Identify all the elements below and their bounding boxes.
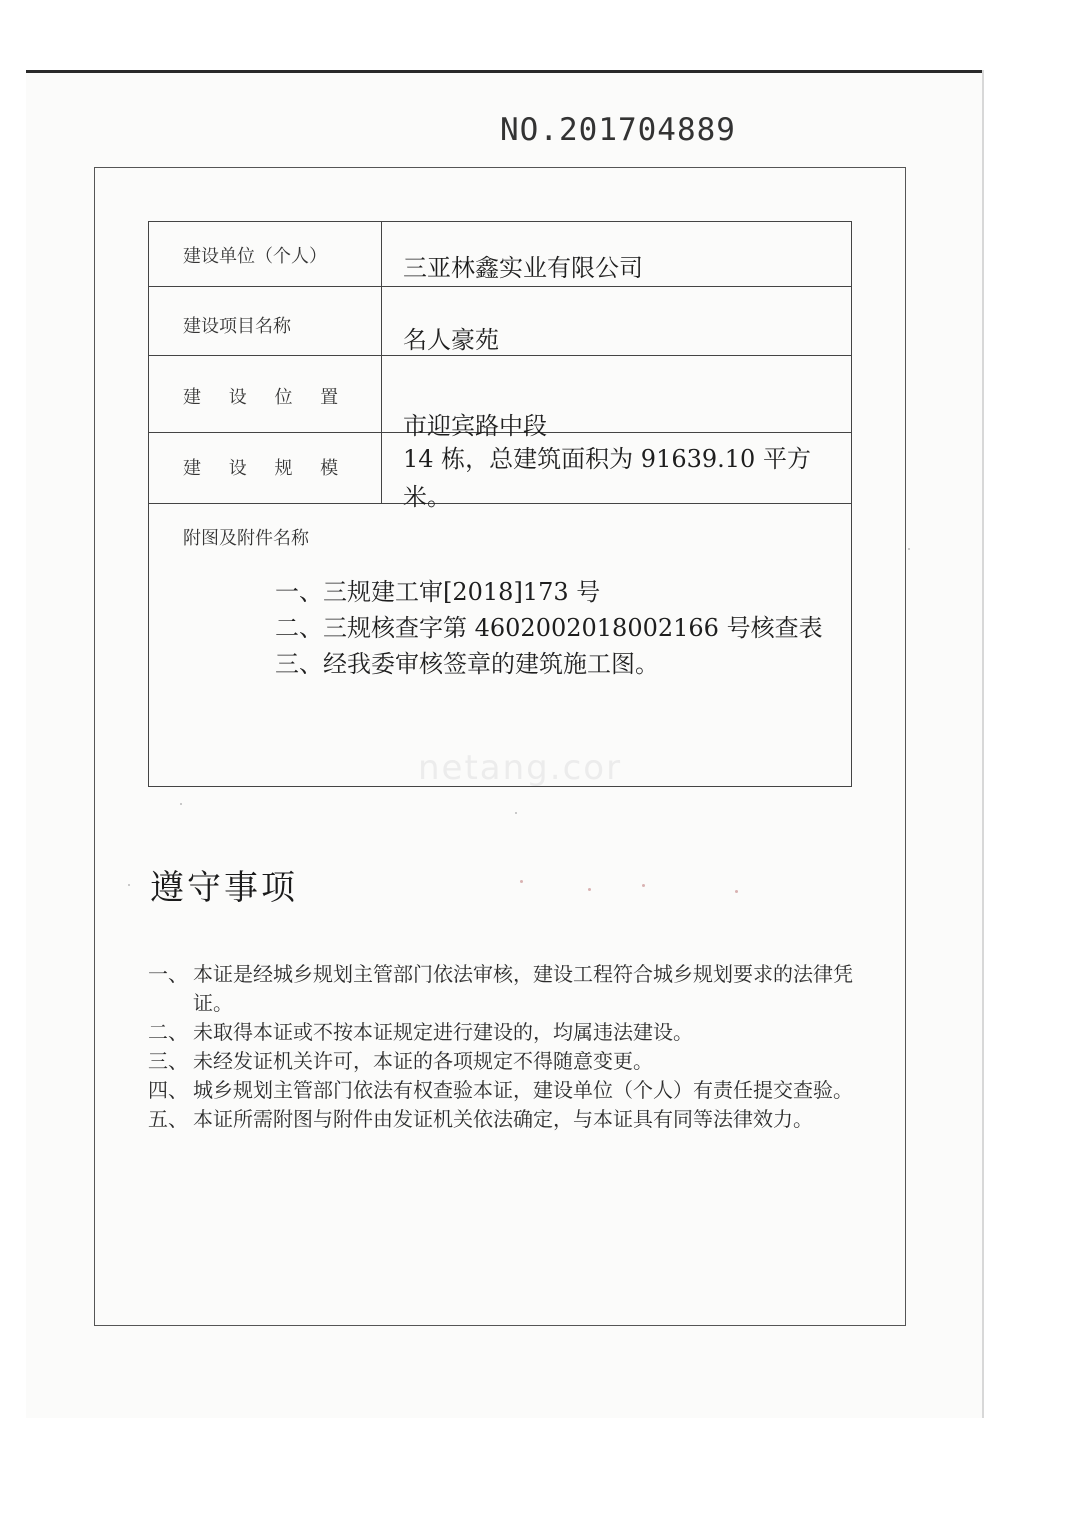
location-label: 建 设 位 置 [183, 387, 350, 408]
rule-item [148, 1018, 860, 1047]
scan-speck [588, 888, 591, 891]
rules-title: 遵守事项 [150, 868, 298, 908]
rules-list [148, 960, 860, 1134]
rule-number: 一、 [148, 962, 188, 986]
project-name-value: 名人豪苑 [403, 326, 499, 354]
scale-label: 建 设 规 模 [183, 458, 350, 479]
rule-item [148, 1105, 860, 1134]
scan-speck [515, 812, 517, 814]
rule-text: 本证所需附图与附件由发证机关依法确定，与本证具有同等法律效力。 [193, 1107, 813, 1131]
certificate-number: NO.201704889 [500, 112, 736, 148]
location-value: 市迎宾路中段 [403, 412, 547, 440]
construction-unit-label: 建设单位（个人） [183, 246, 327, 267]
rule-item [148, 1076, 860, 1105]
attachment-item: 二、三规核查字第 4602002018002166 号核查表 [275, 614, 823, 642]
rule-number: 二、 [148, 1020, 188, 1044]
info-table [148, 221, 852, 787]
attachment-item: 三、经我委审核签章的建筑施工图。 [275, 650, 659, 678]
rule-number: 三、 [148, 1049, 188, 1073]
rule-text: 本证是经城乡规划主管部门依法审核，建设工程符合城乡规划要求的法律凭证。 [193, 962, 853, 1015]
scan-speck [908, 548, 910, 550]
scan-speck [180, 803, 182, 805]
rule-number: 四、 [148, 1078, 188, 1102]
scale-value: 14 栋，总建筑面积为 91639.10 平方米。 [403, 445, 811, 511]
rule-text: 未取得本证或不按本证规定进行建设的，均属违法建设。 [193, 1020, 693, 1044]
rule-item [148, 1047, 860, 1076]
rule-text: 城乡规划主管部门依法有权查验本证，建设单位（个人）有责任提交查验。 [193, 1078, 853, 1102]
scan-speck [520, 880, 523, 883]
rule-text: 未经发证机关许可，本证的各项规定不得随意变更。 [193, 1049, 653, 1073]
rule-item [148, 960, 860, 1018]
table-divider [149, 355, 851, 356]
watermark: netang.cor [418, 748, 623, 788]
attachments-list [275, 574, 823, 682]
project-name-label: 建设项目名称 [183, 316, 291, 337]
table-column-divider [381, 222, 382, 503]
table-divider [149, 286, 851, 287]
scan-speck [735, 890, 738, 893]
construction-unit-value: 三亚林鑫实业有限公司 [403, 254, 643, 282]
rule-number: 五、 [148, 1107, 188, 1131]
scan-speck [642, 884, 645, 887]
scan-speck [128, 884, 130, 886]
attachments-label: 附图及附件名称 [183, 528, 309, 549]
attachment-item: 一、三规建工审[2018]173 号 [275, 578, 601, 606]
